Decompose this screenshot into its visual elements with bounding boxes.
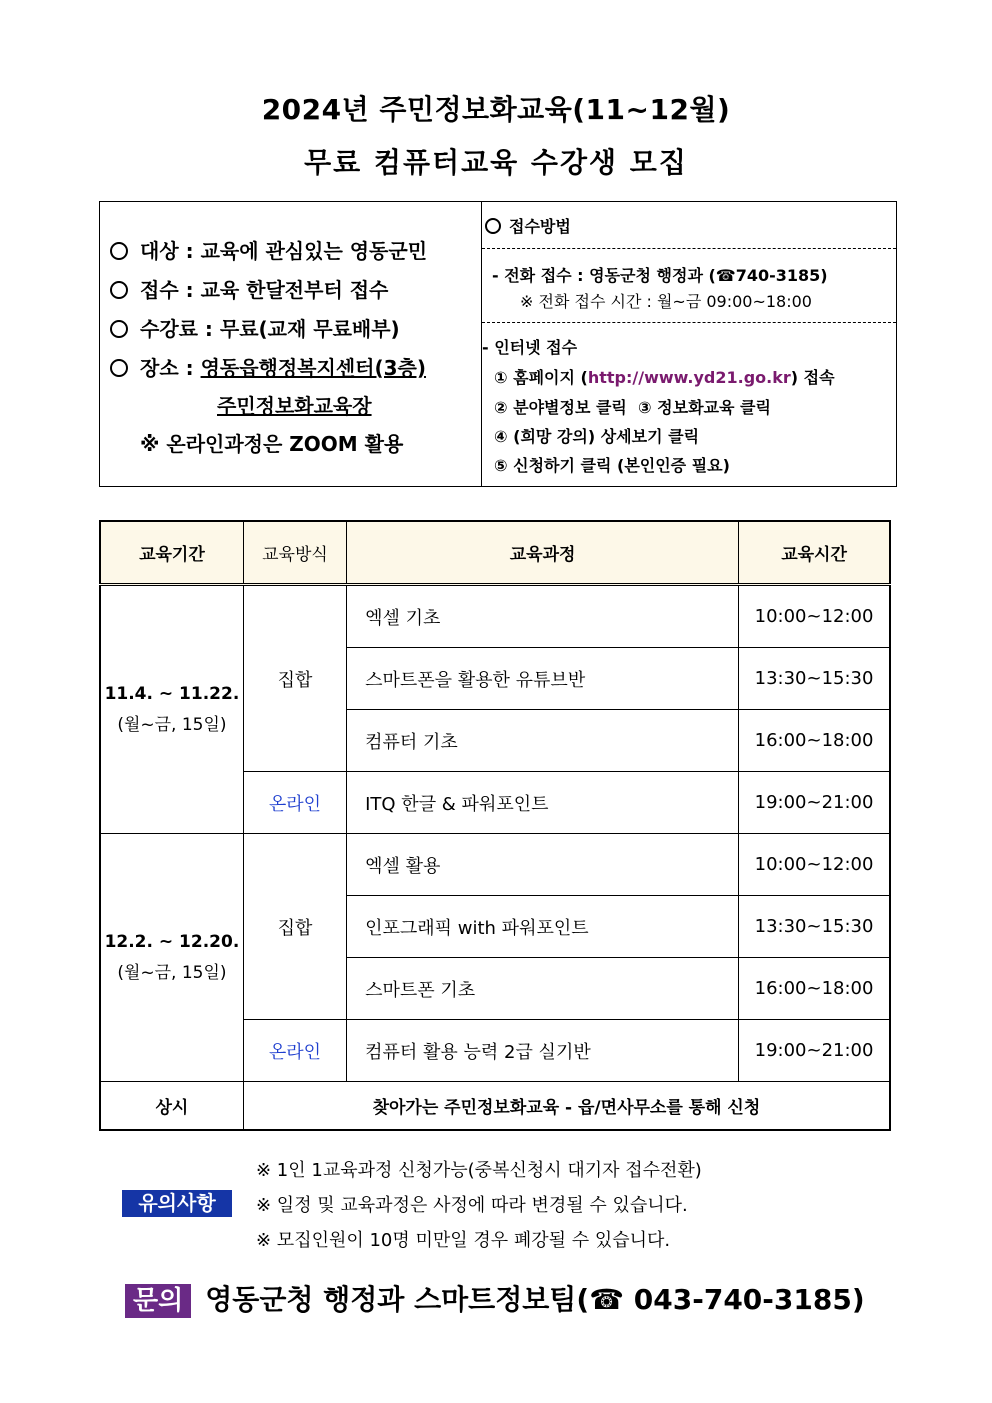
contact-badge: 문의 bbox=[125, 1284, 191, 1318]
header-period: 교육기간 bbox=[100, 521, 243, 585]
always-label: 상시 bbox=[100, 1082, 243, 1131]
course-cell: ITQ 한글 & 파워포인트 bbox=[347, 772, 739, 834]
step-1 bbox=[494, 365, 835, 388]
step-number-icon: ① bbox=[494, 368, 508, 387]
note-item: ※ 1인 1교육과정 신청가능(중복신청시 대기자 접수전환) bbox=[256, 1160, 702, 1181]
fee-row bbox=[110, 313, 400, 342]
step-5-text: 신청하기 클릭 (본인인증 필요) bbox=[513, 456, 730, 475]
course-cell: 스마트폰 기초 bbox=[347, 958, 739, 1020]
note-item: ※ 일정 및 교육과정은 사정에 따라 변경될 수 있습니다. bbox=[256, 1195, 688, 1216]
period-dates: 12.2. ~ 12.20. bbox=[104, 932, 240, 952]
caution-badge: 유의사항 bbox=[122, 1190, 232, 1217]
method-cell: 온라인 bbox=[243, 1020, 346, 1082]
place-name: 영동읍행정복지센터(3층) bbox=[200, 356, 426, 380]
place-room: 주민정보화교육장 bbox=[217, 394, 372, 418]
step-3-text: 정보화교육 클릭 bbox=[657, 398, 771, 417]
period-cell bbox=[100, 834, 243, 1082]
circle-bullet-icon bbox=[110, 320, 128, 338]
method-cell: 집합 bbox=[243, 585, 346, 772]
step-number-icon: ④ bbox=[494, 427, 508, 446]
circle-bullet-icon bbox=[110, 242, 128, 260]
time-cell: 16:00~18:00 bbox=[739, 958, 890, 1020]
period-days: (월~금, 15일) bbox=[117, 963, 227, 983]
fee-text: 수강료 : 무료(교재 무료배부) bbox=[140, 317, 400, 341]
table-header-row bbox=[100, 521, 890, 585]
circle-bullet-icon bbox=[110, 359, 128, 377]
target-text: 대상 : 교육에 관심있는 영동군민 bbox=[140, 239, 428, 263]
table-row bbox=[100, 585, 890, 648]
homepage-link[interactable]: http://www.yd21.go.kr bbox=[587, 368, 791, 387]
period-days: (월~금, 15일) bbox=[117, 715, 227, 735]
page-title: 2024년 주민정보화교육(11~12월) bbox=[261, 93, 731, 126]
step-1-post: ) 접속 bbox=[790, 368, 835, 387]
reception-row bbox=[110, 274, 388, 303]
step-4-text: (희망 강의) 상세보기 클릭 bbox=[513, 427, 700, 446]
course-cell: 인포그래픽 with 파워포인트 bbox=[347, 896, 739, 958]
page-subtitle: 무료 컴퓨터교육 수강생 모집 bbox=[304, 146, 688, 179]
step-4 bbox=[494, 424, 699, 447]
place-label: 장소 : bbox=[140, 356, 201, 380]
step-number-icon: ② bbox=[494, 398, 508, 417]
phone-hours: ※ 전화 접수 시간 : 월~금 09:00~18:00 bbox=[520, 292, 812, 311]
time-cell: 13:30~15:30 bbox=[739, 648, 890, 710]
course-cell: 컴퓨터 활용 능력 2급 실기반 bbox=[347, 1020, 739, 1082]
step-2-3 bbox=[494, 395, 771, 418]
course-cell: 엑셀 기초 bbox=[347, 585, 739, 648]
phone-section bbox=[482, 248, 896, 323]
step-number-icon: ⑤ bbox=[494, 456, 508, 475]
info-summary bbox=[100, 202, 482, 486]
circle-bullet-icon bbox=[110, 281, 128, 299]
table-row bbox=[100, 834, 890, 896]
online-note: ※ 온라인과정은 ZOOM 활용 bbox=[140, 432, 404, 456]
step-number-icon: ③ bbox=[638, 398, 652, 417]
schedule-table bbox=[99, 520, 891, 1131]
place-row bbox=[110, 352, 426, 381]
time-cell: 16:00~18:00 bbox=[739, 710, 890, 772]
reception-method bbox=[482, 202, 896, 486]
reception-text: 접수 : 교육 한달전부터 접수 bbox=[140, 278, 389, 302]
info-box bbox=[99, 201, 897, 487]
course-cell: 스마트폰을 활용한 유튜브반 bbox=[347, 648, 739, 710]
step-1-pre: 홈페이지 ( bbox=[513, 368, 588, 387]
table-row bbox=[100, 1082, 890, 1131]
time-cell: 10:00~12:00 bbox=[739, 834, 890, 896]
header-time: 교육시간 bbox=[739, 521, 890, 585]
reception-header bbox=[482, 202, 896, 248]
internet-section bbox=[482, 322, 896, 487]
internet-reception: - 인터넷 접수 bbox=[482, 338, 578, 357]
target-row bbox=[110, 235, 427, 264]
course-cell: 컴퓨터 기초 bbox=[347, 710, 739, 772]
note-item: ※ 모집인원이 10명 미만일 경우 폐강될 수 있습니다. bbox=[256, 1230, 671, 1251]
header-method: 교육방식 bbox=[243, 521, 346, 585]
circle-bullet-icon bbox=[485, 218, 501, 234]
contact-line bbox=[125, 1278, 865, 1318]
always-text: 찾아가는 주민정보화교육 - 읍/면사무소를 통해 신청 bbox=[243, 1082, 890, 1131]
method-cell: 집합 bbox=[243, 834, 346, 1020]
phone-reception: - 전화 접수 : 영동군청 행정과 (☎740-3185) bbox=[492, 266, 828, 285]
period-cell bbox=[100, 585, 243, 834]
method-cell: 온라인 bbox=[243, 772, 346, 834]
header-course: 교육과정 bbox=[347, 521, 739, 585]
time-cell: 19:00~21:00 bbox=[739, 772, 890, 834]
reception-header-text: 접수방법 bbox=[509, 217, 571, 236]
time-cell: 10:00~12:00 bbox=[739, 585, 890, 648]
period-dates: 11.4. ~ 11.22. bbox=[104, 684, 240, 704]
contact-text: 영동군청 행정과 스마트정보팀(☎ 043-740-3185) bbox=[205, 1283, 865, 1316]
time-cell: 19:00~21:00 bbox=[739, 1020, 890, 1082]
time-cell: 13:30~15:30 bbox=[739, 896, 890, 958]
course-cell: 엑셀 활용 bbox=[347, 834, 739, 896]
step-2-text: 분야별정보 클릭 bbox=[513, 398, 627, 417]
step-5 bbox=[494, 453, 730, 476]
